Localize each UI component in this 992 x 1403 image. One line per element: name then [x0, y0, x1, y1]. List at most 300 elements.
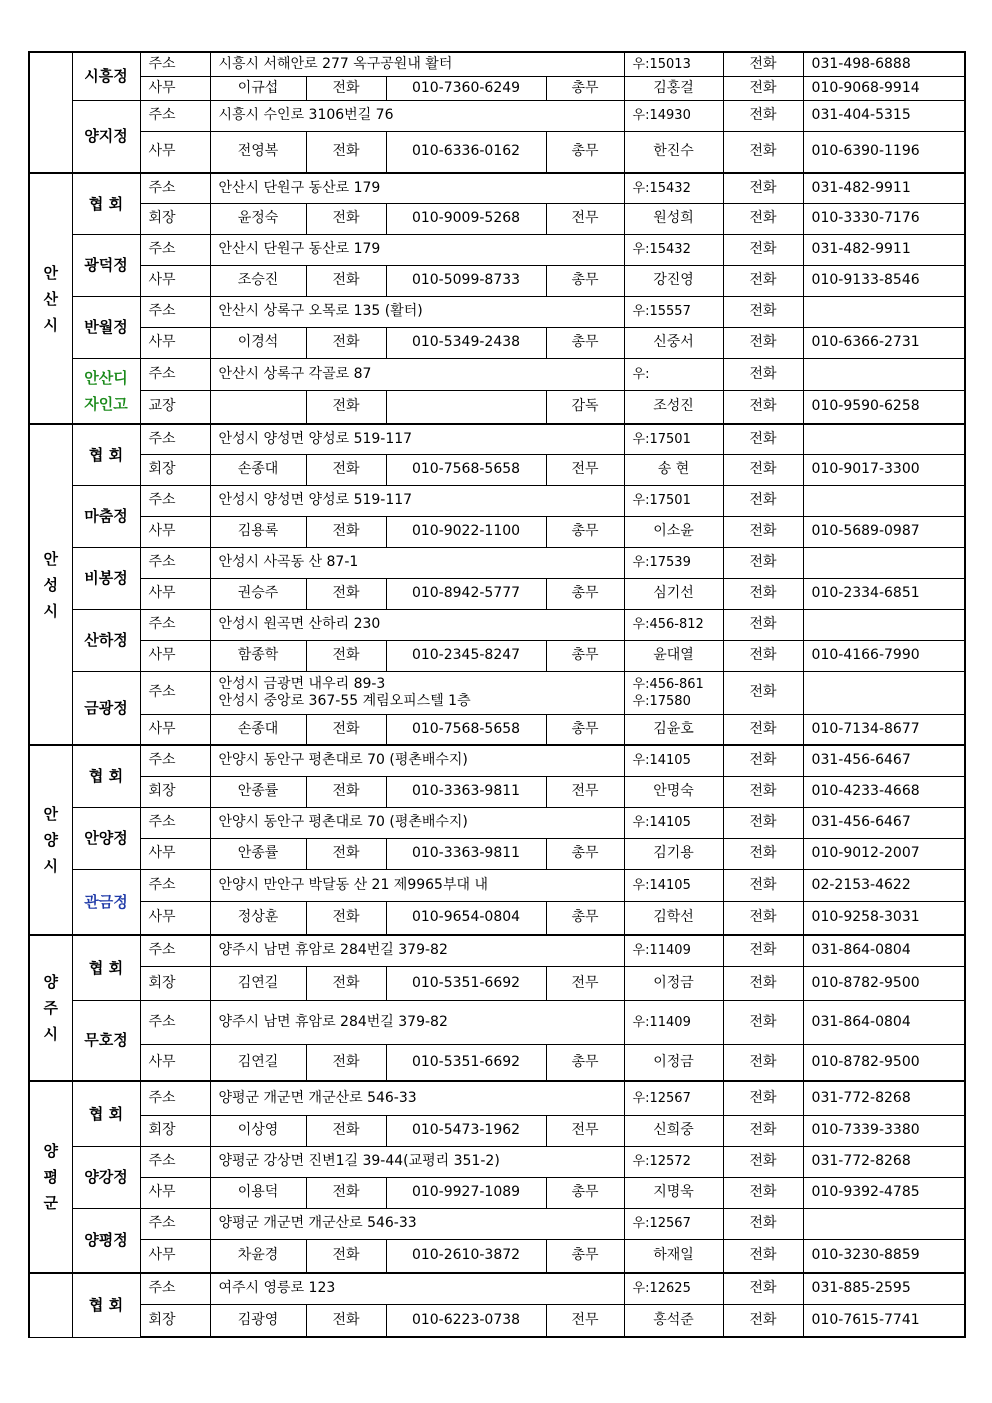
- mobile-number: 010-9927-1089: [386, 1177, 546, 1208]
- office-phone: [803, 1208, 965, 1239]
- person2-name: 홍석준: [624, 1304, 723, 1337]
- contact-row: [29, 327, 965, 358]
- address-value: 안산시 단원구 동산로 179: [210, 173, 624, 203]
- mobile2-number: 010-9590-6258: [803, 390, 965, 424]
- phone-label: 전화: [723, 838, 803, 869]
- address-value: 양평군 개군면 개군산로 546-33: [210, 1081, 624, 1115]
- role-label: 회장: [140, 1304, 210, 1337]
- phone-label: 전화: [723, 358, 803, 390]
- org-name: 마춤정: [72, 485, 140, 547]
- mobile2-number: 010-4166-7990: [803, 640, 965, 671]
- zip-code: 우:15013: [624, 52, 723, 76]
- region-name: [29, 52, 72, 173]
- address-line: 안성시 금광면 내우리 89-3: [218, 675, 386, 692]
- contact-row: [29, 714, 965, 745]
- person-name: 함종학: [210, 640, 306, 671]
- zip-code: 우:12625: [624, 1273, 723, 1304]
- mobile2-number: 010-6366-2731: [803, 327, 965, 358]
- person-name: 안종률: [210, 776, 306, 807]
- address-value: 양주시 남면 휴암로 284번길 379-82: [210, 935, 624, 966]
- mobile-number: 010-7360-6249: [386, 76, 546, 100]
- address-label: 주소: [140, 424, 210, 454]
- phone-label: 전화: [723, 1208, 803, 1239]
- phone-label: 전화: [723, 203, 803, 234]
- region-name-char: 시: [43, 1025, 58, 1043]
- region-name-vertical: [30, 1138, 72, 1216]
- office-phone: [803, 424, 965, 454]
- mobile-number: 010-9009-5268: [386, 203, 546, 234]
- person2-name: 김윤호: [624, 714, 723, 745]
- phone-label: 전화: [723, 265, 803, 296]
- address-value: 안산시 상록구 각골로 87: [210, 358, 624, 390]
- role2-label: 전무: [546, 966, 624, 1000]
- office-phone: [803, 296, 965, 327]
- address-value: 안성시 원곡면 산하리 230: [210, 609, 624, 640]
- role2-label: 감독: [546, 390, 624, 424]
- phone-label: 전화: [723, 1081, 803, 1115]
- phone-label: 전화: [723, 516, 803, 547]
- zip-code: 우:14930: [624, 100, 723, 131]
- phone-label: 전화: [306, 390, 386, 424]
- region-name-char: 양: [43, 1142, 58, 1160]
- person-name: 전영복: [210, 131, 306, 173]
- phone-label: 전화: [306, 578, 386, 609]
- phone-label: 전화: [723, 76, 803, 100]
- mobile-number: 010-7568-5658: [386, 454, 546, 485]
- org-name: 협 회: [72, 1273, 140, 1337]
- address-value: 안성시 양성면 양성로 519-117: [210, 485, 624, 516]
- role-label: 교장: [140, 390, 210, 424]
- role-label: 사무: [140, 1044, 210, 1081]
- address-row: [29, 745, 965, 776]
- zip-code: 우:11409: [624, 1000, 723, 1044]
- phone-label: 전화: [306, 1239, 386, 1273]
- address-label: 주소: [140, 935, 210, 966]
- mobile2-number: 010-5689-0987: [803, 516, 965, 547]
- role-label: 사무: [140, 327, 210, 358]
- mobile-number: 010-2345-8247: [386, 640, 546, 671]
- role2-label: 총무: [546, 838, 624, 869]
- role2-label: 총무: [546, 131, 624, 173]
- org-name: 광덕정: [72, 234, 140, 296]
- person2-name: 김기용: [624, 838, 723, 869]
- address-label: 주소: [140, 671, 210, 714]
- mobile2-number: 010-8782-9500: [803, 1044, 965, 1081]
- address-value: 안양시 동안구 평촌대로 70 (평촌배수지): [210, 745, 624, 776]
- zip-code: 우:: [624, 358, 723, 390]
- role2-label: 총무: [546, 76, 624, 100]
- address-value: 안양시 동안구 평촌대로 70 (평촌배수지): [210, 807, 624, 838]
- role2-label: 전무: [546, 776, 624, 807]
- phone-label: 전화: [723, 966, 803, 1000]
- phone-label: 전화: [306, 327, 386, 358]
- role2-label: 총무: [546, 327, 624, 358]
- role2-label: 총무: [546, 516, 624, 547]
- address-value: 여주시 영릉로 123: [210, 1273, 624, 1304]
- office-phone: [803, 358, 965, 390]
- contact-row: [29, 966, 965, 1000]
- person-name: 김광영: [210, 1304, 306, 1337]
- role2-label: 전무: [546, 1304, 624, 1337]
- region-name-char: 주: [43, 999, 58, 1017]
- phone-label: 전화: [723, 1177, 803, 1208]
- address-label: 주소: [140, 485, 210, 516]
- person-name: 차윤경: [210, 1239, 306, 1273]
- mobile-number: 010-5099-8733: [386, 265, 546, 296]
- org-name: 양강정: [72, 1146, 140, 1208]
- person-name: 안종률: [210, 838, 306, 869]
- zip-code: 우:12567: [624, 1081, 723, 1115]
- address-label: 주소: [140, 609, 210, 640]
- mobile-number: 010-5351-6692: [386, 1044, 546, 1081]
- role2-label: 총무: [546, 640, 624, 671]
- contact-row: [29, 1177, 965, 1208]
- mobile-number: 010-6223-0738: [386, 1304, 546, 1337]
- phone-label: 전화: [306, 838, 386, 869]
- phone-label: 전화: [306, 1177, 386, 1208]
- address-value: 안산시 단원구 동산로 179: [210, 234, 624, 265]
- region-name-vertical: [30, 260, 72, 338]
- address-row: [29, 1081, 965, 1115]
- mobile2-number: 010-9258-3031: [803, 901, 965, 935]
- person2-name: 김홍걸: [624, 76, 723, 100]
- phone-label: 전화: [306, 516, 386, 547]
- office-phone: 031-885-2595: [803, 1273, 965, 1304]
- address-value: 안성시 사곡동 산 87-1: [210, 547, 624, 578]
- zip-code: 우:456-812: [624, 609, 723, 640]
- contact-directory-table: [28, 51, 966, 1338]
- region-name-char: 평: [43, 1168, 58, 1186]
- phone-label: 전화: [723, 390, 803, 424]
- address-value: 양주시 남면 휴암로 284번길 379-82: [210, 1000, 624, 1044]
- address-value: 안산시 상록구 오목로 135 (활터): [210, 296, 624, 327]
- phone-label: 전화: [723, 52, 803, 76]
- region-name-char: 시: [43, 315, 58, 334]
- person-name: 이상영: [210, 1115, 306, 1146]
- address-label: 주소: [140, 1146, 210, 1177]
- address-value: 양평군 강상면 진변1길 39-44(교평리 351-2): [210, 1146, 624, 1177]
- person-name: 손종대: [210, 454, 306, 485]
- phone-label: 전화: [306, 640, 386, 671]
- address-label: 주소: [140, 52, 210, 76]
- address-label: 주소: [140, 234, 210, 265]
- mobile-number: 010-3363-9811: [386, 776, 546, 807]
- mobile-number: 010-6336-0162: [386, 131, 546, 173]
- role2-label: 총무: [546, 1177, 624, 1208]
- role-label: 사무: [140, 838, 210, 869]
- contact-row: [29, 1239, 965, 1273]
- phone-label: 전화: [306, 966, 386, 1000]
- address-value: 안성시 양성면 양성로 519-117: [210, 424, 624, 454]
- role2-label: 전무: [546, 203, 624, 234]
- zip-code: [624, 671, 723, 714]
- mobile2-number: 010-3330-7176: [803, 203, 965, 234]
- office-phone: [803, 547, 965, 578]
- phone-label: 전화: [723, 1239, 803, 1273]
- phone-label: 전화: [723, 1304, 803, 1337]
- role2-label: 전무: [546, 1115, 624, 1146]
- directory-body: [29, 52, 965, 1337]
- person-name: 김연길: [210, 1044, 306, 1081]
- contact-row: [29, 838, 965, 869]
- office-phone: 031-498-6888: [803, 52, 965, 76]
- address-row: [29, 296, 965, 327]
- phone-label: 전화: [723, 327, 803, 358]
- person-name: 윤정숙: [210, 203, 306, 234]
- person-name: [210, 390, 306, 424]
- org-name: 양지정: [72, 100, 140, 173]
- phone-label: 전화: [723, 609, 803, 640]
- mobile2-number: 010-9392-4785: [803, 1177, 965, 1208]
- contact-row: [29, 1044, 965, 1081]
- role-label: 사무: [140, 76, 210, 100]
- role2-label: 총무: [546, 1239, 624, 1273]
- region-name-char: 시: [43, 857, 58, 875]
- address-row: [29, 935, 965, 966]
- address-row: [29, 1208, 965, 1239]
- org-name: 안양정: [72, 807, 140, 869]
- phone-label: 전화: [723, 131, 803, 173]
- org-name: 금광정: [72, 671, 140, 745]
- role2-label: 총무: [546, 578, 624, 609]
- contact-row: [29, 203, 965, 234]
- role-label: 회장: [140, 454, 210, 485]
- region-name-char: 군: [43, 1194, 58, 1212]
- address-label: 주소: [140, 1000, 210, 1044]
- role-label: 사무: [140, 1177, 210, 1208]
- region-name-vertical: [30, 801, 72, 879]
- mobile-number: [386, 390, 546, 424]
- org-name: 협 회: [72, 424, 140, 485]
- contact-row: [29, 76, 965, 100]
- person2-name: 이정금: [624, 1044, 723, 1081]
- role-label: 사무: [140, 578, 210, 609]
- region-name-char: 양: [43, 973, 58, 991]
- zip-code: 우:12572: [624, 1146, 723, 1177]
- phone-label: 전화: [723, 578, 803, 609]
- phone-label: 전화: [306, 454, 386, 485]
- address-row: [29, 52, 965, 76]
- zip-code: 우:17501: [624, 424, 723, 454]
- person2-name: 심기선: [624, 578, 723, 609]
- office-phone: 031-456-6467: [803, 745, 965, 776]
- phone-label: 전화: [723, 100, 803, 131]
- region-name: [29, 935, 72, 1081]
- address-value: 안양시 만안구 박달동 산 21 제9965부대 내: [210, 869, 624, 901]
- office-phone: 031-772-8268: [803, 1081, 965, 1115]
- address-label: 주소: [140, 869, 210, 901]
- address-label: 주소: [140, 100, 210, 131]
- address-value: 양평군 개군면 개군산로 546-33: [210, 1208, 624, 1239]
- contact-row: [29, 454, 965, 485]
- phone-label: 전화: [723, 485, 803, 516]
- zip-code: 우:14105: [624, 807, 723, 838]
- region-name-char: 시: [43, 601, 58, 620]
- phone-label: 전화: [723, 935, 803, 966]
- phone-label: 전화: [723, 869, 803, 901]
- contact-row: [29, 516, 965, 547]
- mobile2-number: 010-7134-8677: [803, 714, 965, 745]
- org-name-line: 자인고: [84, 394, 128, 413]
- org-name: 시흥정: [72, 52, 140, 100]
- office-phone: 031-482-9911: [803, 234, 965, 265]
- address-row: [29, 1000, 965, 1044]
- office-phone: 031-864-0804: [803, 935, 965, 966]
- address-label: 주소: [140, 745, 210, 776]
- phone-label: 전화: [723, 424, 803, 454]
- person-name: 이경석: [210, 327, 306, 358]
- address-row: [29, 1146, 965, 1177]
- contact-row: [29, 640, 965, 671]
- zip-line: 우:17580: [632, 693, 691, 709]
- person-name: 이용덕: [210, 1177, 306, 1208]
- phone-label: 전화: [723, 296, 803, 327]
- office-phone: [803, 485, 965, 516]
- org-name: 협 회: [72, 1081, 140, 1146]
- role2-label: 총무: [546, 714, 624, 745]
- contact-row: [29, 390, 965, 424]
- region-name-char: 안: [43, 549, 58, 568]
- address-row: [29, 234, 965, 265]
- region-name: [29, 1081, 72, 1273]
- person2-name: 강진영: [624, 265, 723, 296]
- contact-row: [29, 131, 965, 173]
- phone-label: 전화: [723, 1044, 803, 1081]
- mobile2-number: 010-9133-8546: [803, 265, 965, 296]
- address-label: 주소: [140, 296, 210, 327]
- person-name: 이규섭: [210, 76, 306, 100]
- role-label: 사무: [140, 1239, 210, 1273]
- mobile2-number: 010-7615-7741: [803, 1304, 965, 1337]
- zip-code: 우:17501: [624, 485, 723, 516]
- phone-label: 전화: [723, 671, 803, 714]
- region-name-char: 성: [43, 575, 58, 594]
- zip-code: 우:11409: [624, 935, 723, 966]
- zip-code: 우:15432: [624, 173, 723, 203]
- region-name-char: 양: [43, 831, 58, 849]
- address-label: 주소: [140, 807, 210, 838]
- phone-label: 전화: [306, 901, 386, 935]
- phone-label: 전화: [723, 454, 803, 485]
- mobile-number: 010-5351-6692: [386, 966, 546, 1000]
- region-name: [29, 1273, 72, 1337]
- phone-label: 전화: [723, 640, 803, 671]
- org-name: [72, 358, 140, 424]
- mobile-number: 010-9654-0804: [386, 901, 546, 935]
- zip-code: 우:17539: [624, 547, 723, 578]
- phone-label: 전화: [723, 234, 803, 265]
- person2-name: 조성진: [624, 390, 723, 424]
- org-name: 협 회: [72, 173, 140, 234]
- role-label: 사무: [140, 131, 210, 173]
- role-label: 회장: [140, 966, 210, 1000]
- person-name: 조승진: [210, 265, 306, 296]
- office-phone: 031-456-6467: [803, 807, 965, 838]
- address-label: 주소: [140, 1208, 210, 1239]
- mobile2-number: 010-3230-8859: [803, 1239, 965, 1273]
- phone-label: 전화: [306, 76, 386, 100]
- org-name: 반월정: [72, 296, 140, 358]
- phone-label: 전화: [723, 1146, 803, 1177]
- office-phone: 031-864-0804: [803, 1000, 965, 1044]
- region-name-char: 안: [43, 805, 58, 823]
- person2-name: 한진수: [624, 131, 723, 173]
- contact-row: [29, 1304, 965, 1337]
- mobile2-number: 010-4233-4668: [803, 776, 965, 807]
- address-label: 주소: [140, 358, 210, 390]
- mobile2-number: 010-2334-6851: [803, 578, 965, 609]
- role2-label: 총무: [546, 901, 624, 935]
- office-phone: 031-404-5315: [803, 100, 965, 131]
- role-label: 회장: [140, 1115, 210, 1146]
- person2-name: 신중서: [624, 327, 723, 358]
- person2-name: 안명숙: [624, 776, 723, 807]
- phone-label: 전화: [306, 265, 386, 296]
- phone-label: 전화: [723, 1115, 803, 1146]
- region-name-vertical: [30, 969, 72, 1047]
- address-row: [29, 609, 965, 640]
- phone-label: 전화: [723, 745, 803, 776]
- address-label: 주소: [140, 547, 210, 578]
- address-row: [29, 424, 965, 454]
- phone-label: 전화: [723, 807, 803, 838]
- address-row: [29, 807, 965, 838]
- role-label: 사무: [140, 516, 210, 547]
- person-name: 정상훈: [210, 901, 306, 935]
- phone-label: 전화: [306, 714, 386, 745]
- org-name-line: 안산디: [84, 368, 128, 387]
- mobile2-number: 010-9012-2007: [803, 838, 965, 869]
- address-row: [29, 671, 965, 714]
- address-label: 주소: [140, 173, 210, 203]
- region-name-char: 산: [43, 289, 58, 308]
- zip-code: 우:14105: [624, 869, 723, 901]
- address-row: [29, 547, 965, 578]
- mobile2-number: 010-7339-3380: [803, 1115, 965, 1146]
- contact-row: [29, 901, 965, 935]
- person2-name: 김학선: [624, 901, 723, 935]
- org-name: 무호정: [72, 1000, 140, 1081]
- region-name-vertical: [30, 546, 72, 624]
- person2-name: 하재일: [624, 1239, 723, 1273]
- address-value: 시흥시 서해안로 277 옥구공원내 활터: [210, 52, 624, 76]
- mobile2-number: 010-9017-3300: [803, 454, 965, 485]
- person2-name: 원성희: [624, 203, 723, 234]
- phone-label: 전화: [723, 173, 803, 203]
- address-label: 주소: [140, 1273, 210, 1304]
- region-name: [29, 424, 72, 745]
- phone-label: 전화: [306, 1115, 386, 1146]
- role-label: 사무: [140, 265, 210, 296]
- person2-name: 신희중: [624, 1115, 723, 1146]
- contact-row: [29, 1115, 965, 1146]
- address-row: [29, 869, 965, 901]
- phone-label: 전화: [723, 901, 803, 935]
- phone-label: 전화: [306, 1044, 386, 1081]
- zip-line: 우:456-861: [632, 676, 704, 692]
- org-name: 협 회: [72, 745, 140, 807]
- role-label: 사무: [140, 714, 210, 745]
- role-label: 회장: [140, 776, 210, 807]
- mobile-number: 010-9022-1100: [386, 516, 546, 547]
- mobile-number: 010-3363-9811: [386, 838, 546, 869]
- mobile-number: 010-8942-5777: [386, 578, 546, 609]
- office-phone: 031-772-8268: [803, 1146, 965, 1177]
- contact-directory-sheet: [28, 51, 964, 1338]
- address-label: 주소: [140, 1081, 210, 1115]
- contact-row: [29, 776, 965, 807]
- zip-code: 우:12567: [624, 1208, 723, 1239]
